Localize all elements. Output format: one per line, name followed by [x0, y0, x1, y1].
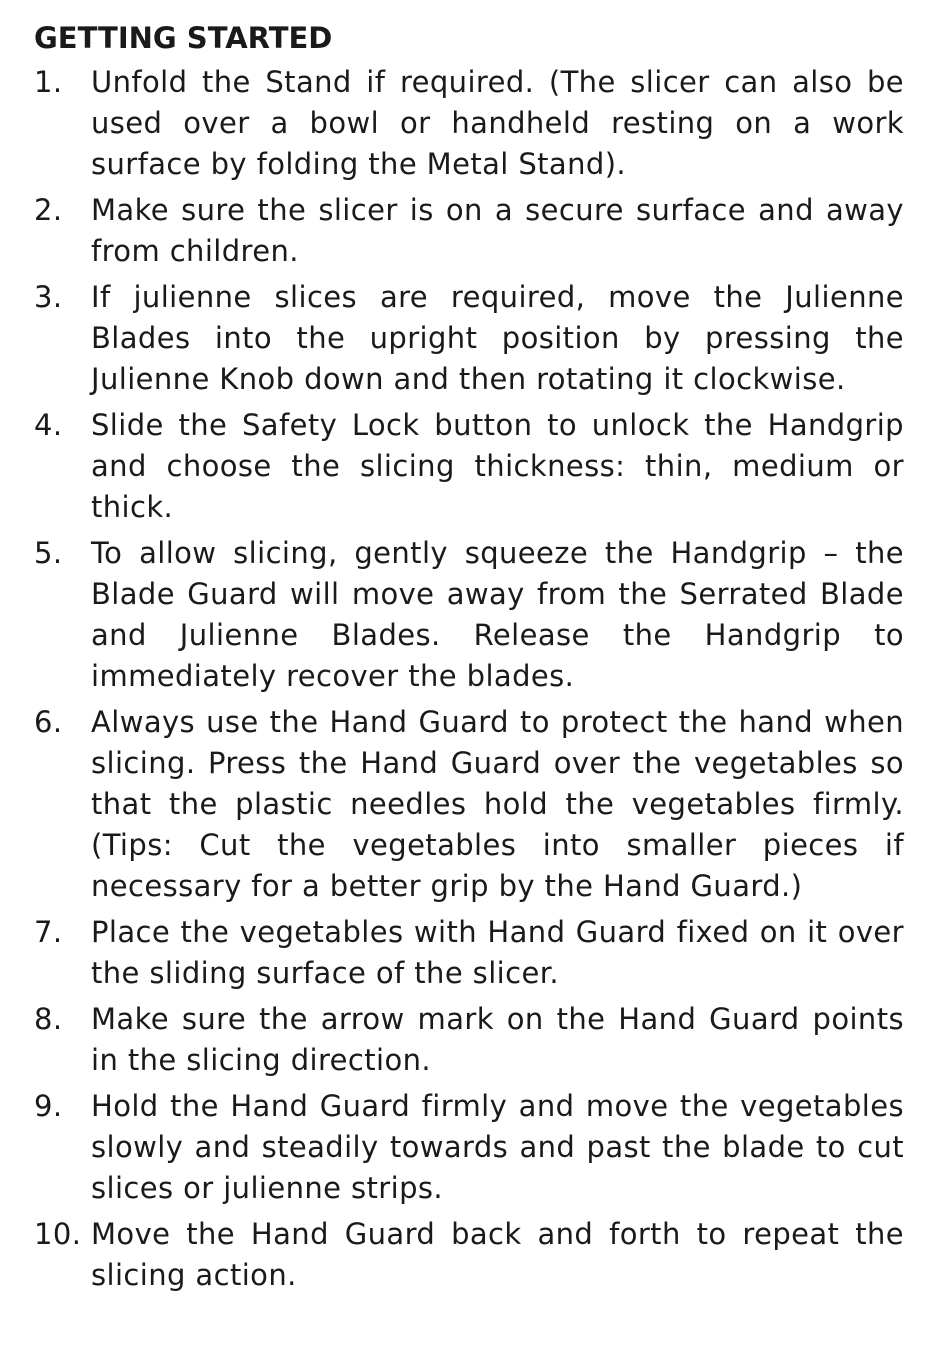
step-text: Place the vegetables with Hand Guard fixed on it over the sliding surface of the slicer.	[91, 915, 904, 990]
step-number: 4.	[34, 408, 63, 442]
list-item	[34, 1086, 904, 1209]
list-item	[34, 277, 904, 400]
steps-list	[34, 62, 904, 1296]
step-number: 6.	[34, 705, 63, 739]
step-text: Make sure the arrow mark on the Hand Guard points in the slicing direction.	[91, 1002, 904, 1077]
step-number: 8.	[34, 1002, 63, 1036]
list-item	[34, 533, 904, 697]
list-item	[34, 912, 904, 994]
step-text: Always use the Hand Guard to protect the hand when slicing. Press the Hand Guard over the vegetables so that the plastic needles hold the vegetables firmly. (Tips: Cut the vegetables into smaller pieces if necessary for a better grip by the Hand Guard.)	[91, 705, 904, 903]
step-text: Move the Hand Guard back and forth to repeat the slicing action.	[91, 1217, 904, 1292]
list-item	[34, 62, 904, 185]
step-number: 1.	[34, 65, 63, 99]
step-number: 7.	[34, 915, 63, 949]
step-text: Make sure the slicer is on a secure surface and away from children.	[91, 193, 904, 268]
step-text: Slide the Safety Lock button to unlock the Handgrip and choose the slicing thickness: thin, medium or thick.	[91, 408, 904, 524]
step-number: 10.	[34, 1217, 82, 1251]
step-number: 3.	[34, 280, 63, 314]
step-text: If julienne slices are required, move the Julienne Blades into the upright position by pressing the Julienne Knob down and then rotating it clockwise.	[91, 280, 904, 396]
step-text: To allow slicing, gently squeeze the Handgrip – the Blade Guard will move away from the Serrated Blade and Julienne Blades. Release the Handgrip to immediately recover the blades.	[91, 536, 904, 693]
list-item	[34, 190, 904, 272]
section-heading: GETTING STARTED	[34, 21, 333, 55]
list-item	[34, 405, 904, 528]
step-text: Hold the Hand Guard firmly and move the vegetables slowly and steadily towards and past the blade to cut slices or julienne strips.	[91, 1089, 904, 1205]
step-number: 2.	[34, 193, 63, 227]
list-item	[34, 1214, 904, 1296]
list-item	[34, 999, 904, 1081]
step-number: 9.	[34, 1089, 63, 1123]
step-number: 5.	[34, 536, 63, 570]
step-text: Unfold the Stand if required. (The slicer can also be used over a bowl or handheld resting on a work surface by folding the Metal Stand).	[91, 65, 904, 181]
list-item	[34, 702, 904, 907]
